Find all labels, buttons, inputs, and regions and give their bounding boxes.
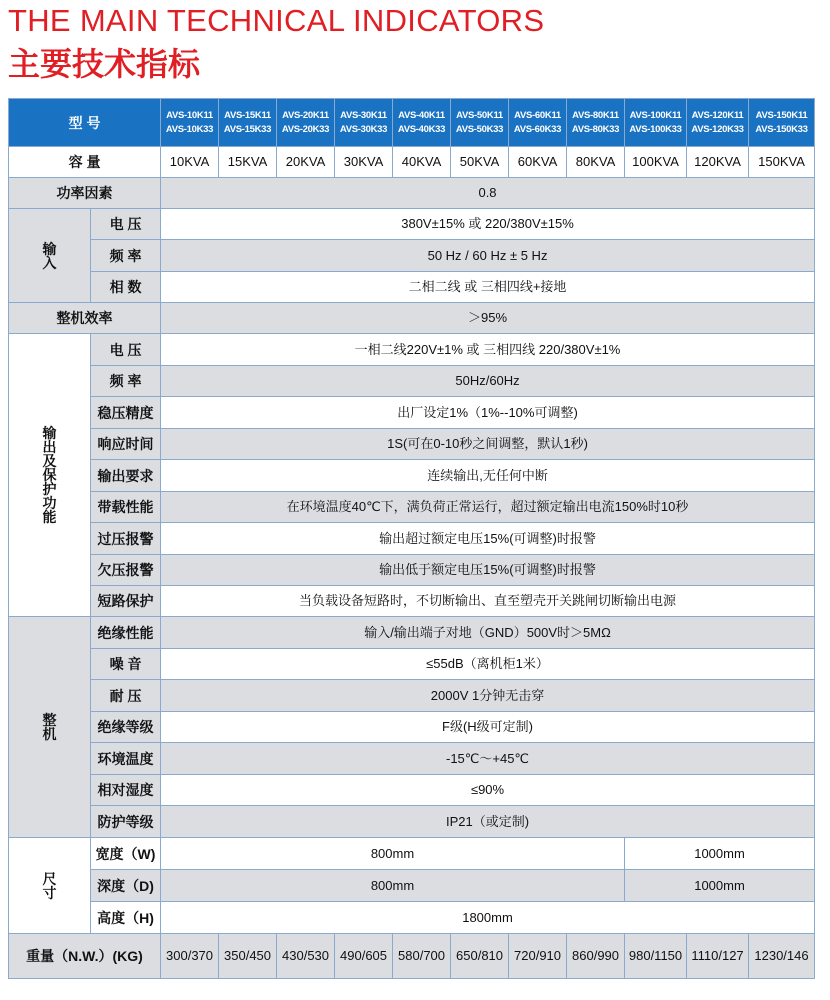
size-depth-b: 1000mm bbox=[625, 870, 815, 902]
machine-row bbox=[9, 712, 815, 743]
size-height-value: 1800mm bbox=[161, 902, 815, 934]
model-cell: AVS-120K11 AVS-120K33 bbox=[687, 99, 749, 147]
machine-row-value: IP21（或定制) bbox=[161, 806, 815, 838]
machine-row-label: 相对湿度 bbox=[91, 775, 161, 806]
output-row-label: 电 压 bbox=[91, 334, 161, 366]
output-row-label: 响应时间 bbox=[91, 429, 161, 460]
input-row-label: 电 压 bbox=[91, 209, 161, 240]
model-row bbox=[9, 99, 815, 147]
capacity-value: 10KVA bbox=[161, 147, 219, 178]
output-row bbox=[9, 555, 815, 586]
output-row bbox=[9, 460, 815, 492]
capacity-value: 120KVA bbox=[687, 147, 749, 178]
machine-row-value: ≤90% bbox=[161, 775, 815, 806]
weight-value: 650/810 bbox=[451, 934, 509, 979]
model-cell: AVS-100K11 AVS-100K33 bbox=[625, 99, 687, 147]
input-row-value: 50 Hz / 60 Hz ± 5 Hz bbox=[161, 240, 815, 272]
machine-row-label: 噪 音 bbox=[91, 649, 161, 680]
output-row-label: 过压报警 bbox=[91, 523, 161, 555]
capacity-label: 容 量 bbox=[9, 147, 161, 178]
power-factor-label: 功率因素 bbox=[9, 178, 161, 209]
weight-label: 重量（N.W.）(KG) bbox=[9, 934, 161, 979]
input-row-value: 二相二线 或 三相四线+接地 bbox=[161, 272, 815, 303]
size-row-label: 高度（H) bbox=[91, 902, 161, 934]
weight-value: 490/605 bbox=[335, 934, 393, 979]
machine-row bbox=[9, 743, 815, 775]
input-row-label: 频 率 bbox=[91, 240, 161, 272]
model-cell: AVS-80K11 AVS-80K33 bbox=[567, 99, 625, 147]
capacity-value: 20KVA bbox=[277, 147, 335, 178]
weight-value: 430/530 bbox=[277, 934, 335, 979]
output-row-label: 带载性能 bbox=[91, 492, 161, 523]
efficiency-label: 整机效率 bbox=[9, 303, 161, 334]
machine-row-value: 输入/输出端子对地（GND）500V时＞5MΩ bbox=[161, 617, 815, 649]
output-row-label: 短路保护 bbox=[91, 586, 161, 617]
size-width-b: 1000mm bbox=[625, 838, 815, 870]
machine-row bbox=[9, 617, 815, 649]
output-row-label: 稳压精度 bbox=[91, 397, 161, 429]
machine-row-label: 防护等级 bbox=[91, 806, 161, 838]
machine-row-label: 耐 压 bbox=[91, 680, 161, 712]
input-row bbox=[9, 272, 815, 303]
weight-value: 720/910 bbox=[509, 934, 567, 979]
weight-value: 860/990 bbox=[567, 934, 625, 979]
model-cell: AVS-10K11 AVS-10K33 bbox=[161, 99, 219, 147]
size-row bbox=[9, 902, 815, 934]
model-label: 型 号 bbox=[9, 99, 161, 147]
output-row bbox=[9, 586, 815, 617]
output-row bbox=[9, 366, 815, 397]
output-row-value: 输出低于额定电压15%(可调整)时报警 bbox=[161, 555, 815, 586]
model-cell: AVS-150K11 AVS-150K33 bbox=[749, 99, 815, 147]
output-row-label: 输出要求 bbox=[91, 460, 161, 492]
weight-value: 580/700 bbox=[393, 934, 451, 979]
output-row-value: 输出超过额定电压15%(可调整)时报警 bbox=[161, 523, 815, 555]
input-row-label: 相 数 bbox=[91, 272, 161, 303]
size-group-label: 尺 寸 bbox=[9, 838, 91, 934]
weight-value: 350/450 bbox=[219, 934, 277, 979]
size-width-a: 800mm bbox=[161, 838, 625, 870]
weight-row bbox=[9, 934, 815, 979]
spec-table bbox=[8, 98, 815, 979]
capacity-value: 60KVA bbox=[509, 147, 567, 178]
capacity-value: 15KVA bbox=[219, 147, 277, 178]
machine-row bbox=[9, 775, 815, 806]
model-cell: AVS-40K11 AVS-40K33 bbox=[393, 99, 451, 147]
title-chinese: 主要技术指标 bbox=[8, 45, 201, 83]
output-row-value: 50Hz/60Hz bbox=[161, 366, 815, 397]
machine-row-value: -15℃～+45℃ bbox=[161, 743, 815, 775]
size-row bbox=[9, 838, 815, 870]
capacity-value: 80KVA bbox=[567, 147, 625, 178]
machine-row-label: 绝缘性能 bbox=[91, 617, 161, 649]
output-row bbox=[9, 492, 815, 523]
output-row-value: 一相二线220V±1% 或 三相四线 220/380V±1% bbox=[161, 334, 815, 366]
size-row-label: 宽度（W) bbox=[91, 838, 161, 870]
output-row-value: 连续输出,无任何中断 bbox=[161, 460, 815, 492]
output-row bbox=[9, 429, 815, 460]
output-group-label: 输 出 及 保 护 功 能 bbox=[9, 334, 91, 617]
capacity-value: 40KVA bbox=[393, 147, 451, 178]
power-factor-value: 0.8 bbox=[161, 178, 815, 209]
model-cell: AVS-30K11 AVS-30K33 bbox=[335, 99, 393, 147]
output-row-value: 当负载设备短路时，不切断输出、直至塑壳开关跳闸切断输出电源 bbox=[161, 586, 815, 617]
machine-row-label: 环境温度 bbox=[91, 743, 161, 775]
output-row-label: 频 率 bbox=[91, 366, 161, 397]
model-cell: AVS-15K11 AVS-15K33 bbox=[219, 99, 277, 147]
machine-row-label: 绝缘等级 bbox=[91, 712, 161, 743]
input-row-value: 380V±15% 或 220/380V±15% bbox=[161, 209, 815, 240]
machine-row bbox=[9, 806, 815, 838]
weight-value: 300/370 bbox=[161, 934, 219, 979]
machine-row-value: 2000V 1分钟无击穿 bbox=[161, 680, 815, 712]
input-row bbox=[9, 209, 815, 240]
size-row bbox=[9, 870, 815, 902]
input-row bbox=[9, 240, 815, 272]
capacity-value: 30KVA bbox=[335, 147, 393, 178]
output-row bbox=[9, 334, 815, 366]
model-cell: AVS-20K11 AVS-20K33 bbox=[277, 99, 335, 147]
machine-group-label: 整 机 bbox=[9, 617, 91, 838]
machine-row bbox=[9, 649, 815, 680]
output-row bbox=[9, 397, 815, 429]
capacity-value: 150KVA bbox=[749, 147, 815, 178]
weight-value: 980/1150 bbox=[625, 934, 687, 979]
output-row-value: 1S(可在0-10秒之间调整，默认1秒) bbox=[161, 429, 815, 460]
output-row-value: 在环境温度40℃下，满负荷正常运行，超过额定输出电流150%时10秒 bbox=[161, 492, 815, 523]
power-factor-row bbox=[9, 178, 815, 209]
machine-row bbox=[9, 680, 815, 712]
size-row-label: 深度（D) bbox=[91, 870, 161, 902]
capacity-value: 100KVA bbox=[625, 147, 687, 178]
capacity-value: 50KVA bbox=[451, 147, 509, 178]
efficiency-value: ＞95% bbox=[161, 303, 815, 334]
model-cell: AVS-50K11 AVS-50K33 bbox=[451, 99, 509, 147]
machine-row-value: F级(H级可定制) bbox=[161, 712, 815, 743]
output-row bbox=[9, 523, 815, 555]
output-row-value: 出厂设定1%（1%--10%可调整) bbox=[161, 397, 815, 429]
model-cell: AVS-60K11 AVS-60K33 bbox=[509, 99, 567, 147]
size-depth-a: 800mm bbox=[161, 870, 625, 902]
machine-row-value: ≤55dB（离机柜1米） bbox=[161, 649, 815, 680]
capacity-row bbox=[9, 147, 815, 178]
efficiency-row bbox=[9, 303, 815, 334]
output-row-label: 欠压报警 bbox=[91, 555, 161, 586]
weight-value: 1230/146 bbox=[749, 934, 815, 979]
title-english: THE MAIN TECHNICAL INDICATORS bbox=[8, 3, 545, 38]
weight-value: 1110/127 bbox=[687, 934, 749, 979]
input-group-label: 输 入 bbox=[9, 209, 91, 303]
